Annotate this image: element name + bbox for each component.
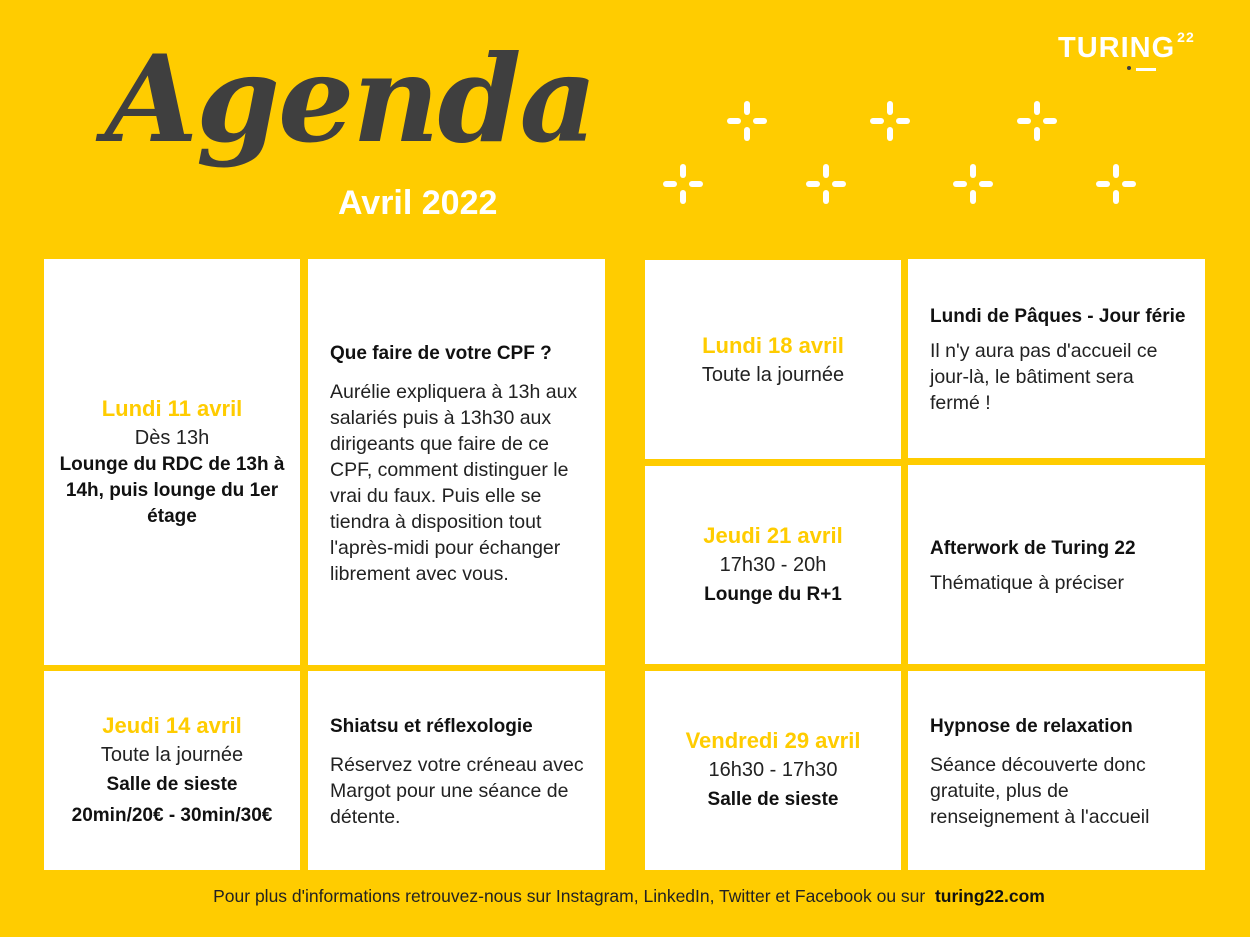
logo-mark-icon (1127, 64, 1159, 72)
event-info-card-afterwork (908, 465, 1205, 664)
sparkle-icon (806, 164, 846, 204)
event-time: 16h30 - 17h30 (708, 759, 838, 781)
footer-text: Pour plus d'informations retrouvez-nous sur Instagram, LinkedIn, Twitter et Facebook ou sur (213, 886, 926, 906)
event-description: Réservez votre créneau avec Margot pour une séance de détente. (330, 754, 584, 828)
event-description: Séance découverte donc gratuite, plus de renseignement à l'accueil (930, 754, 1150, 828)
logo-sup: 22 (1177, 29, 1195, 45)
event-time: Toute la journée (100, 743, 244, 766)
footer-website-link[interactable]: turing22.com (934, 886, 1045, 906)
sparkle-icon (727, 101, 767, 141)
event-description: Thématique à préciser (930, 572, 1125, 594)
event-date: Lundi 11 avril (101, 396, 243, 421)
event-info-card-paques (908, 259, 1205, 458)
event-title: Afterwork de Turing 22 (930, 538, 1136, 559)
event-description: Aurélie expliquera à 13h aux salariés puis à 13h30 aux dirigeants que faire de ce CPF, comment distinguer le vrai du faux. Puis elle se tiendra à disposition tout l'après-midi pour échanger librement avec vous. (330, 380, 578, 585)
event-description: Il n'y aura pas d'accueil ce jour-là, le bâtiment sera fermé ! (930, 340, 1158, 414)
event-info-card-shiatsu (308, 671, 605, 870)
event-date: Jeudi 14 avril (102, 712, 242, 738)
event-title: Shiatsu et réflexologie (330, 716, 533, 737)
event-title: Que faire de votre CPF ? (330, 342, 552, 364)
event-title: Lundi de Pâques - Jour férie (930, 306, 1186, 327)
event-date-card-vendredi-29 (645, 671, 901, 870)
agenda-subtitle: Avril 2022 (338, 184, 498, 222)
event-date-card-lundi-11 (44, 259, 300, 665)
event-place: Lounge du R+1 (704, 583, 842, 605)
event-date: Lundi 18 avril (702, 332, 844, 358)
turing22-logo (1058, 29, 1195, 64)
event-info-card-cpf (308, 259, 605, 665)
sparkle-icon (1096, 164, 1136, 204)
event-date-card-jeudi-14 (44, 671, 300, 870)
agenda-title: Agenda (105, 29, 596, 170)
event-time: 17h30 - 20h (719, 553, 827, 576)
event-time: Dès 13h (134, 427, 210, 449)
logo-text: TURING (1058, 32, 1176, 64)
event-place: Lounge du RDC de 13h à 14h, puis lounge du 1er étage (59, 454, 285, 527)
event-place: Salle de sieste 20min/20€ - 30min/30€ (71, 773, 273, 826)
event-title: Hypnose de relaxation (930, 716, 1133, 737)
footer (0, 886, 1250, 907)
sparkle-icon (1017, 101, 1057, 141)
event-info-card-hypnose (908, 671, 1205, 870)
event-date-card-lundi-18 (645, 260, 901, 459)
sparkle-icon (663, 164, 703, 204)
sparkle-icon (953, 164, 993, 204)
event-date: Vendredi 29 avril (685, 728, 861, 753)
sparkle-icon (870, 101, 910, 141)
event-time: Toute la journée (701, 363, 845, 386)
event-date: Jeudi 21 avril (703, 522, 843, 548)
event-date-card-jeudi-21 (645, 466, 901, 664)
event-place: Salle de sieste (707, 789, 839, 810)
